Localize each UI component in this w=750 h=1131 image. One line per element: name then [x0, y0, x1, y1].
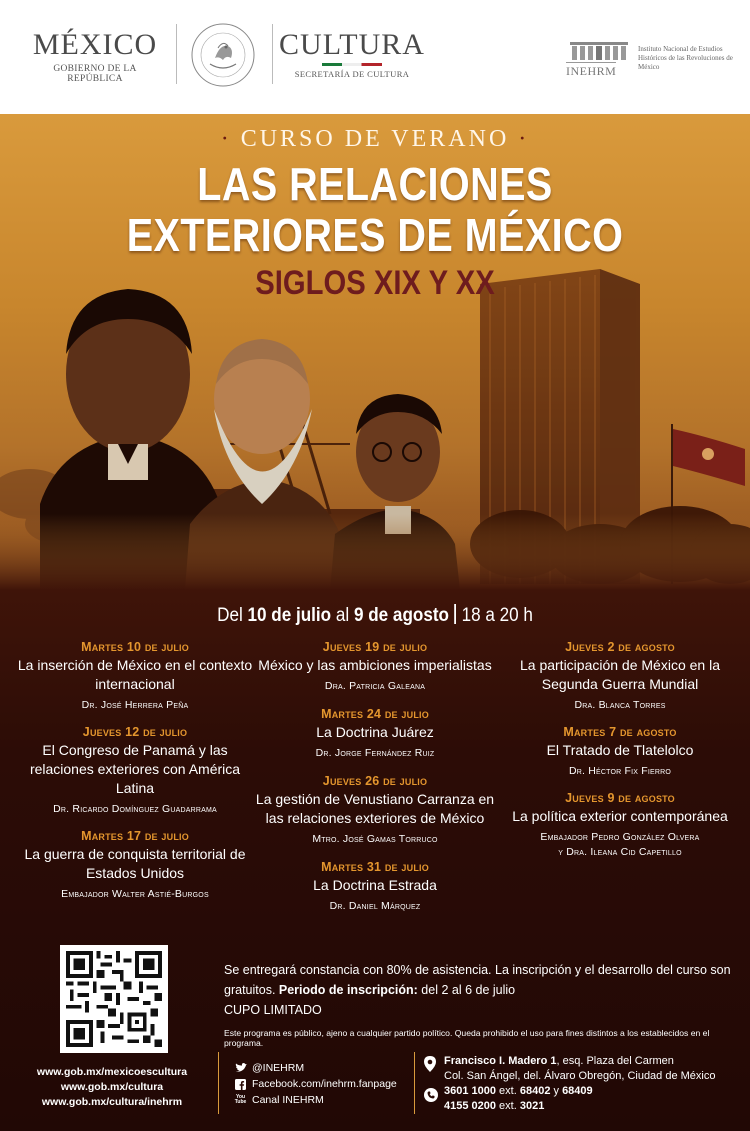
session-speaker: Dr. Héctor Fix Fierro [568, 765, 672, 777]
social-links [234, 1060, 414, 1108]
session-date: Jueves 9 de agosto [565, 791, 675, 805]
website-links [14, 1065, 210, 1110]
session-speaker: Dr. Jorge Fernández Ruiz [315, 747, 435, 759]
extension: 3021 [519, 1100, 545, 1112]
session-title: La guerra de conquista territorial de Estados Unidos [24, 846, 246, 881]
session-item [10, 829, 260, 900]
session-date: Martes 31 de julio [321, 860, 429, 874]
website-link[interactable]: www.gob.mx/mexicoescultura [36, 1066, 188, 1078]
ext-label: ext. [496, 1100, 520, 1112]
session-item [500, 725, 740, 777]
limited-spots: CUPO LIMITADO [224, 1003, 322, 1017]
session-speaker: Dra. Blanca Torres [574, 699, 666, 711]
building-icon [566, 40, 632, 62]
session-speaker: Dr. Ricardo Domínguez Guadarrama [53, 803, 217, 815]
phone-line-2 [444, 1099, 744, 1114]
address-lines [444, 1054, 744, 1114]
sessions-column-1 [10, 640, 260, 914]
divider [454, 604, 456, 624]
hours: 18 a 20 h [461, 605, 533, 626]
eyebrow-text: CURSO DE VERANO [240, 126, 510, 152]
session-speaker: Mtro. José Gamas Torruco [312, 833, 438, 845]
hero-banner [0, 114, 750, 590]
session-date: Jueves 19 de julio [322, 640, 428, 654]
youtube-link[interactable] [234, 1092, 414, 1108]
session-title: La Doctrina Estrada [313, 877, 437, 893]
header-bar [0, 0, 750, 114]
date-range [38, 604, 713, 627]
session-item [252, 774, 498, 845]
mexico-logo[interactable] [32, 30, 158, 84]
sessions-column-3 [500, 640, 740, 872]
session-date: Martes 7 de agosto [563, 725, 677, 739]
session-speaker: Dra. Patricia Galeana [324, 680, 426, 692]
session-date: Jueves 26 de julio [322, 774, 428, 788]
contact-address [424, 1054, 744, 1114]
session-speaker: Dr. Daniel Márquez [329, 900, 421, 912]
hero-title-block [0, 114, 750, 303]
session-date: Jueves 12 de julio [82, 725, 188, 739]
twitter-icon [234, 1062, 247, 1074]
divider [272, 24, 273, 84]
title-line-2: EXTERIORES DE MÉXICO [126, 209, 624, 261]
date-middle: al [331, 605, 354, 626]
cultura-logo-tagline: SECRETARÍA DE CULTURA [294, 69, 410, 79]
session-title: México y las ambiciones imperialistas [258, 657, 492, 673]
session-title: La participación de México en la Segunda Guerra Mundial [519, 657, 720, 692]
info-text: Se entregará constancia con 80% de asistencia. La inscripción y el desarrollo del curso son gratuitos. [224, 963, 731, 997]
session-speaker-2: y Dra. Ileana Cid Capetillo [558, 846, 682, 858]
session-date: Martes 24 de julio [321, 707, 429, 721]
legal-disclaimer: Este programa es público, ajeno a cualquier partido político. Queda prohibido el uso para fines distintos a los establecidos en el programa. [224, 1028, 710, 1048]
qr-code-icon [66, 951, 162, 1047]
session-title: La gestión de Venustiano Carranza en las relaciones exteriores de México [255, 791, 495, 826]
session-item [500, 791, 740, 858]
and-text: y [550, 1085, 563, 1097]
website-link[interactable]: www.gob.mx/cultura/inehrm [41, 1096, 183, 1108]
youtube-badge: You Tube [234, 1094, 247, 1105]
inehrm-logo[interactable] [566, 40, 736, 80]
date-prefix: Del [217, 605, 248, 626]
bullet-dot: · [518, 126, 530, 152]
session-title: La política exterior contemporánea [512, 808, 728, 824]
phone-icon [424, 1088, 438, 1102]
session-date: Martes 10 de julio [81, 640, 189, 654]
cultura-logo-word: CULTURA [279, 28, 425, 61]
divider [176, 24, 177, 84]
session-item [252, 640, 498, 692]
mexico-coat-of-arms-icon [190, 22, 256, 88]
divider [414, 1052, 415, 1114]
sessions-column-2 [252, 640, 498, 927]
subtitle: SIGLOS XIX Y XX [255, 264, 495, 302]
registration-value: del 2 al 6 de julio [417, 983, 516, 997]
session-item [252, 860, 498, 912]
session-item [252, 707, 498, 759]
session-item [10, 725, 260, 815]
street-rest: , esq. Plaza del Carmen [556, 1055, 674, 1067]
address-line-2: Col. San Ángel, del. Álvaro Obregón, Ciudad de México [444, 1070, 716, 1082]
phone-line-1 [444, 1084, 744, 1099]
registration-info [224, 960, 734, 1020]
twitter-link[interactable] [234, 1060, 414, 1076]
date-end: 9 de agosto [353, 605, 449, 626]
session-title: La Doctrina Juárez [316, 724, 434, 740]
session-speaker: Embajador Walter Astié-Burgos [61, 888, 209, 900]
session-item [10, 640, 260, 711]
bullet-dot: · [220, 126, 232, 152]
extension: 68409 [562, 1085, 593, 1097]
extension: 68402 [519, 1085, 551, 1097]
cultura-logo[interactable] [277, 30, 427, 79]
mexico-logo-tagline: GOBIERNO DE LA REPÚBLICA [53, 64, 137, 84]
facebook-icon [234, 1078, 247, 1090]
ext-label: ext. [496, 1085, 520, 1097]
facebook-link[interactable] [234, 1076, 414, 1092]
website-link[interactable]: www.gob.mx/cultura [60, 1081, 164, 1093]
street-bold: Francisco I. Madero 1 [444, 1055, 557, 1067]
session-item [500, 640, 740, 711]
session-speaker: Embajador Pedro González Olvera [540, 831, 700, 843]
inehrm-logo-word: INEHRM [566, 64, 617, 78]
session-title: El Tratado de Tlatelolco [546, 742, 694, 758]
registration-label: Periodo de inscripción: [278, 983, 418, 997]
facebook-url: Facebook.com/inehrm.fanpage [252, 1078, 397, 1090]
phone-number: 3601 1000 [444, 1085, 496, 1097]
youtube-channel: Canal INEHRM [252, 1094, 324, 1106]
qr-code[interactable] [60, 945, 168, 1053]
session-speaker: Dr. José Herrera Peña [81, 699, 189, 711]
divider [218, 1052, 219, 1114]
program-section [0, 590, 750, 1131]
date-start: 10 de julio [247, 605, 332, 626]
session-title: El Congreso de Panamá y las relaciones exteriores con América Latina [29, 742, 241, 796]
flag-stripe [322, 63, 382, 66]
twitter-handle: @INEHRM [252, 1062, 305, 1074]
youtube-icon [234, 1094, 247, 1106]
session-date: Jueves 2 de agosto [565, 640, 675, 654]
phone-number: 4155 0200 [444, 1100, 496, 1112]
eyebrow-line [0, 126, 750, 153]
session-date: Martes 17 de julio [81, 829, 189, 843]
mexico-logo-word: MÉXICO [32, 28, 158, 61]
map-pin-icon [424, 1056, 436, 1072]
inehrm-logo-desc: Instituto Nacional de Estudios Históricos de las Revoluciones de México [638, 45, 733, 71]
title-line-1: LAS RELACIONES [197, 158, 553, 210]
session-title: La inserción de México en el contexto internacional [17, 657, 253, 692]
